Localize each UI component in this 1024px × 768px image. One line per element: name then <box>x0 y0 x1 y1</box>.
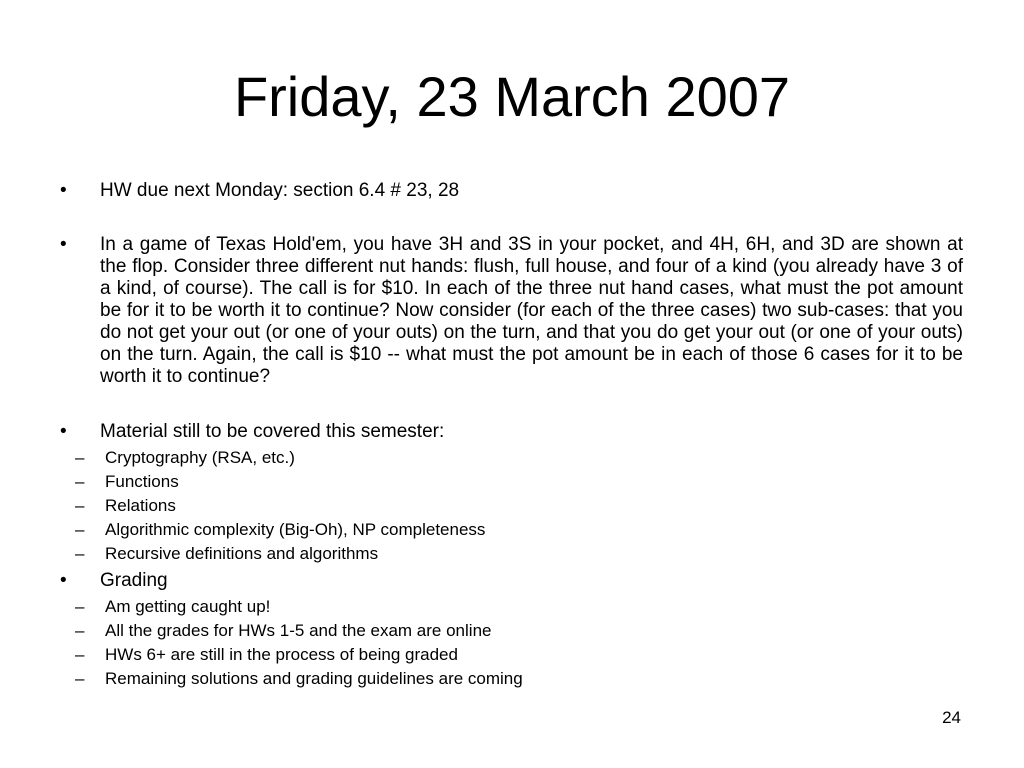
grading-sub-list <box>60 595 963 691</box>
sub-item-text: All the grades for HWs 1-5 and the exam are online <box>105 621 492 640</box>
sub-item-text: Cryptography (RSA, etc.) <box>105 448 295 467</box>
slide-content <box>60 180 963 691</box>
bullet-text: HW due next Monday: section 6.4 # 23, 28 <box>100 180 460 201</box>
bullet-grading <box>60 570 963 592</box>
bullet-text: Material still to be covered this semester: <box>100 421 445 442</box>
sub-item-text: Relations <box>105 496 176 515</box>
sub-item <box>60 542 963 566</box>
sub-item-text: Algorithmic complexity (Big-Oh), NP completeness <box>105 520 486 539</box>
bullet-dot: • <box>60 421 67 442</box>
sub-item <box>60 518 963 542</box>
slide-title: Friday, 23 March 2007 <box>233 65 791 128</box>
sub-item-text: Recursive definitions and algorithms <box>105 544 379 563</box>
page-number: 24 <box>942 708 961 727</box>
bullet-text: Grading <box>100 570 168 591</box>
bullet-dot: • <box>60 180 67 201</box>
sub-bullet-dash: – <box>75 472 85 491</box>
sub-bullet-dash: – <box>75 597 85 616</box>
sub-bullet-dash: – <box>75 544 85 563</box>
sub-item <box>60 643 963 667</box>
sub-item <box>60 595 963 619</box>
bullet-texas-holdem <box>60 234 963 388</box>
bullet-text: In a game of Texas Hold'em, you have 3H and 3S in your pocket, and 4H, 6H, and 3D are shown at the flop. Consider three different nut hands: flush, full house, and four of a kind (you already have 3 of a kind, of course). The call is for $10. In each of the three nut hand cases, what must the pot amount be for it to be worth it to continue? Now consider (for each of the three cases) two sub-cases: that you do not get your out (or one of your outs) on the turn, and that you do get your out (or one of your outs) on the turn. Again, the call is $10 -- what must the pot amount be in each of those 6 cases for it to be worth it to continue? <box>100 234 963 387</box>
sub-item-text: Functions <box>105 472 179 491</box>
sub-bullet-dash: – <box>75 448 85 467</box>
sub-bullet-dash: – <box>75 621 85 640</box>
bullet-dot: • <box>60 570 67 591</box>
sub-bullet-dash: – <box>75 645 85 664</box>
sub-item <box>60 494 963 518</box>
sub-bullet-dash: – <box>75 496 85 515</box>
sub-item-text: Am getting caught up! <box>105 597 271 616</box>
sub-item <box>60 446 963 470</box>
sub-bullet-dash: – <box>75 669 85 688</box>
sub-bullet-dash: – <box>75 520 85 539</box>
material-sub-list <box>60 446 963 566</box>
sub-item-text: HWs 6+ are still in the process of being graded <box>105 645 458 664</box>
bullet-dot: • <box>60 234 67 255</box>
bullet-homework <box>60 180 963 202</box>
bullet-material <box>60 421 963 443</box>
sub-item-text: Remaining solutions and grading guidelines are coming <box>105 669 523 688</box>
sub-item <box>60 470 963 494</box>
sub-item <box>60 667 963 691</box>
sub-item <box>60 619 963 643</box>
